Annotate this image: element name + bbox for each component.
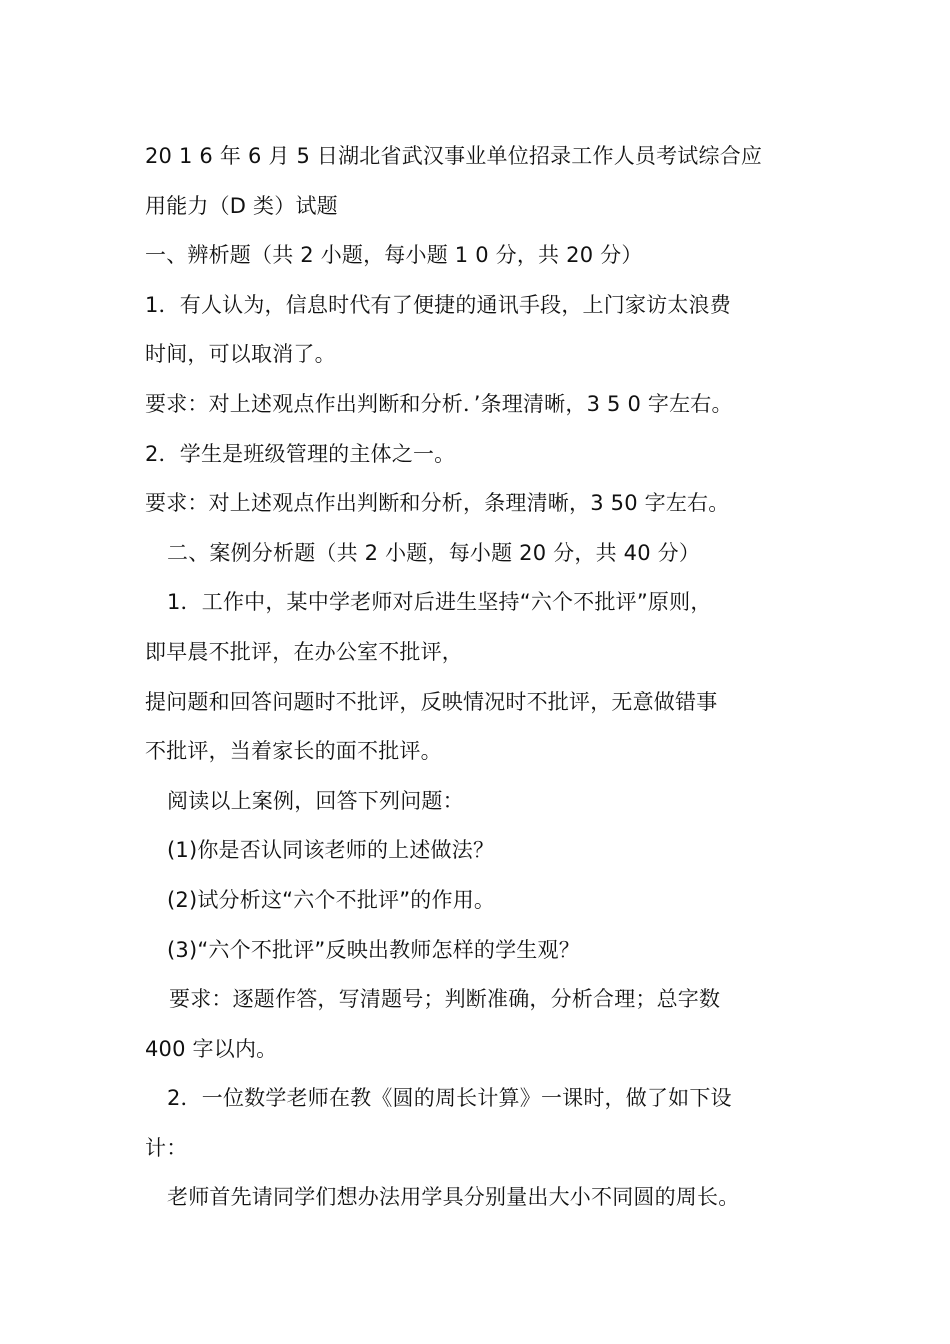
case-1-requirement-line-1: 要求：逐题作答，写清题号；判断准确，分析合理；总字数 [169, 987, 721, 1012]
case-1-line-3: 提问题和回答问题时不批评，反映情况时不批评，无意做错事 [145, 689, 718, 714]
section-2-heading: 二、案例分析题（共 2 小题，每小题 20 分，共 40 分） [167, 540, 701, 565]
case-1-prompt: 阅读以上案例，回答下列问题： [167, 788, 464, 813]
case-2-line-1: 2．一位数学老师在教《圆的周长计算》一课时，做了如下设 [167, 1086, 732, 1111]
document-body [145, 132, 825, 1223]
title-line-1: 20 1 6 年 6 月 5 日湖北省武汉事业单位招录工作人员考试综合应 [145, 144, 763, 168]
case-1-line-4: 不批评，当着家长的面不批评。 [145, 739, 442, 764]
title-line-2: 用能力（D 类）试题 [145, 193, 338, 218]
question-1-line-2: 时间，可以取消了。 [145, 342, 336, 367]
question-2-requirement: 要求：对上述观点作出判断和分析，条理清晰，3 50 字左右。 [145, 491, 730, 516]
question-1-line-1: 1．有人认为，信息时代有了便捷的通讯手段，上门家访太浪费 [145, 292, 731, 317]
case-1-requirement-line-2: 400 字以内。 [145, 1036, 278, 1061]
question-2-line-1: 2．学生是班级管理的主体之一。 [145, 441, 456, 466]
section-1-heading: 一、辨析题（共 2 小题，每小题 1 0 分，共 20 分） [145, 243, 643, 268]
case-2-line-2: 计： [145, 1135, 188, 1160]
case-1-line-2: 即早晨不批评，在办公室不批评， [145, 639, 463, 664]
question-1-requirement: 要求：对上述观点作出判断和分析．’条理清晰，3 5 0 字左右。 [145, 391, 733, 416]
case-1-subquestion-2: (2)试分析这“六个不批评”的作用。 [167, 887, 496, 912]
case-1-subquestion-1: (1)你是否认同该老师的上述做法？ [167, 838, 495, 863]
case-1-line-1: 1．工作中，某中学老师对后进生坚持“六个不批评”原则， [167, 590, 712, 615]
case-1-subquestion-3: (3)“六个不批评”反映出教师怎样的学生观？ [167, 937, 580, 962]
case-2-line-3: 老师首先请同学们想办法用学具分别量出大小不同圆的周长。 [167, 1185, 740, 1210]
